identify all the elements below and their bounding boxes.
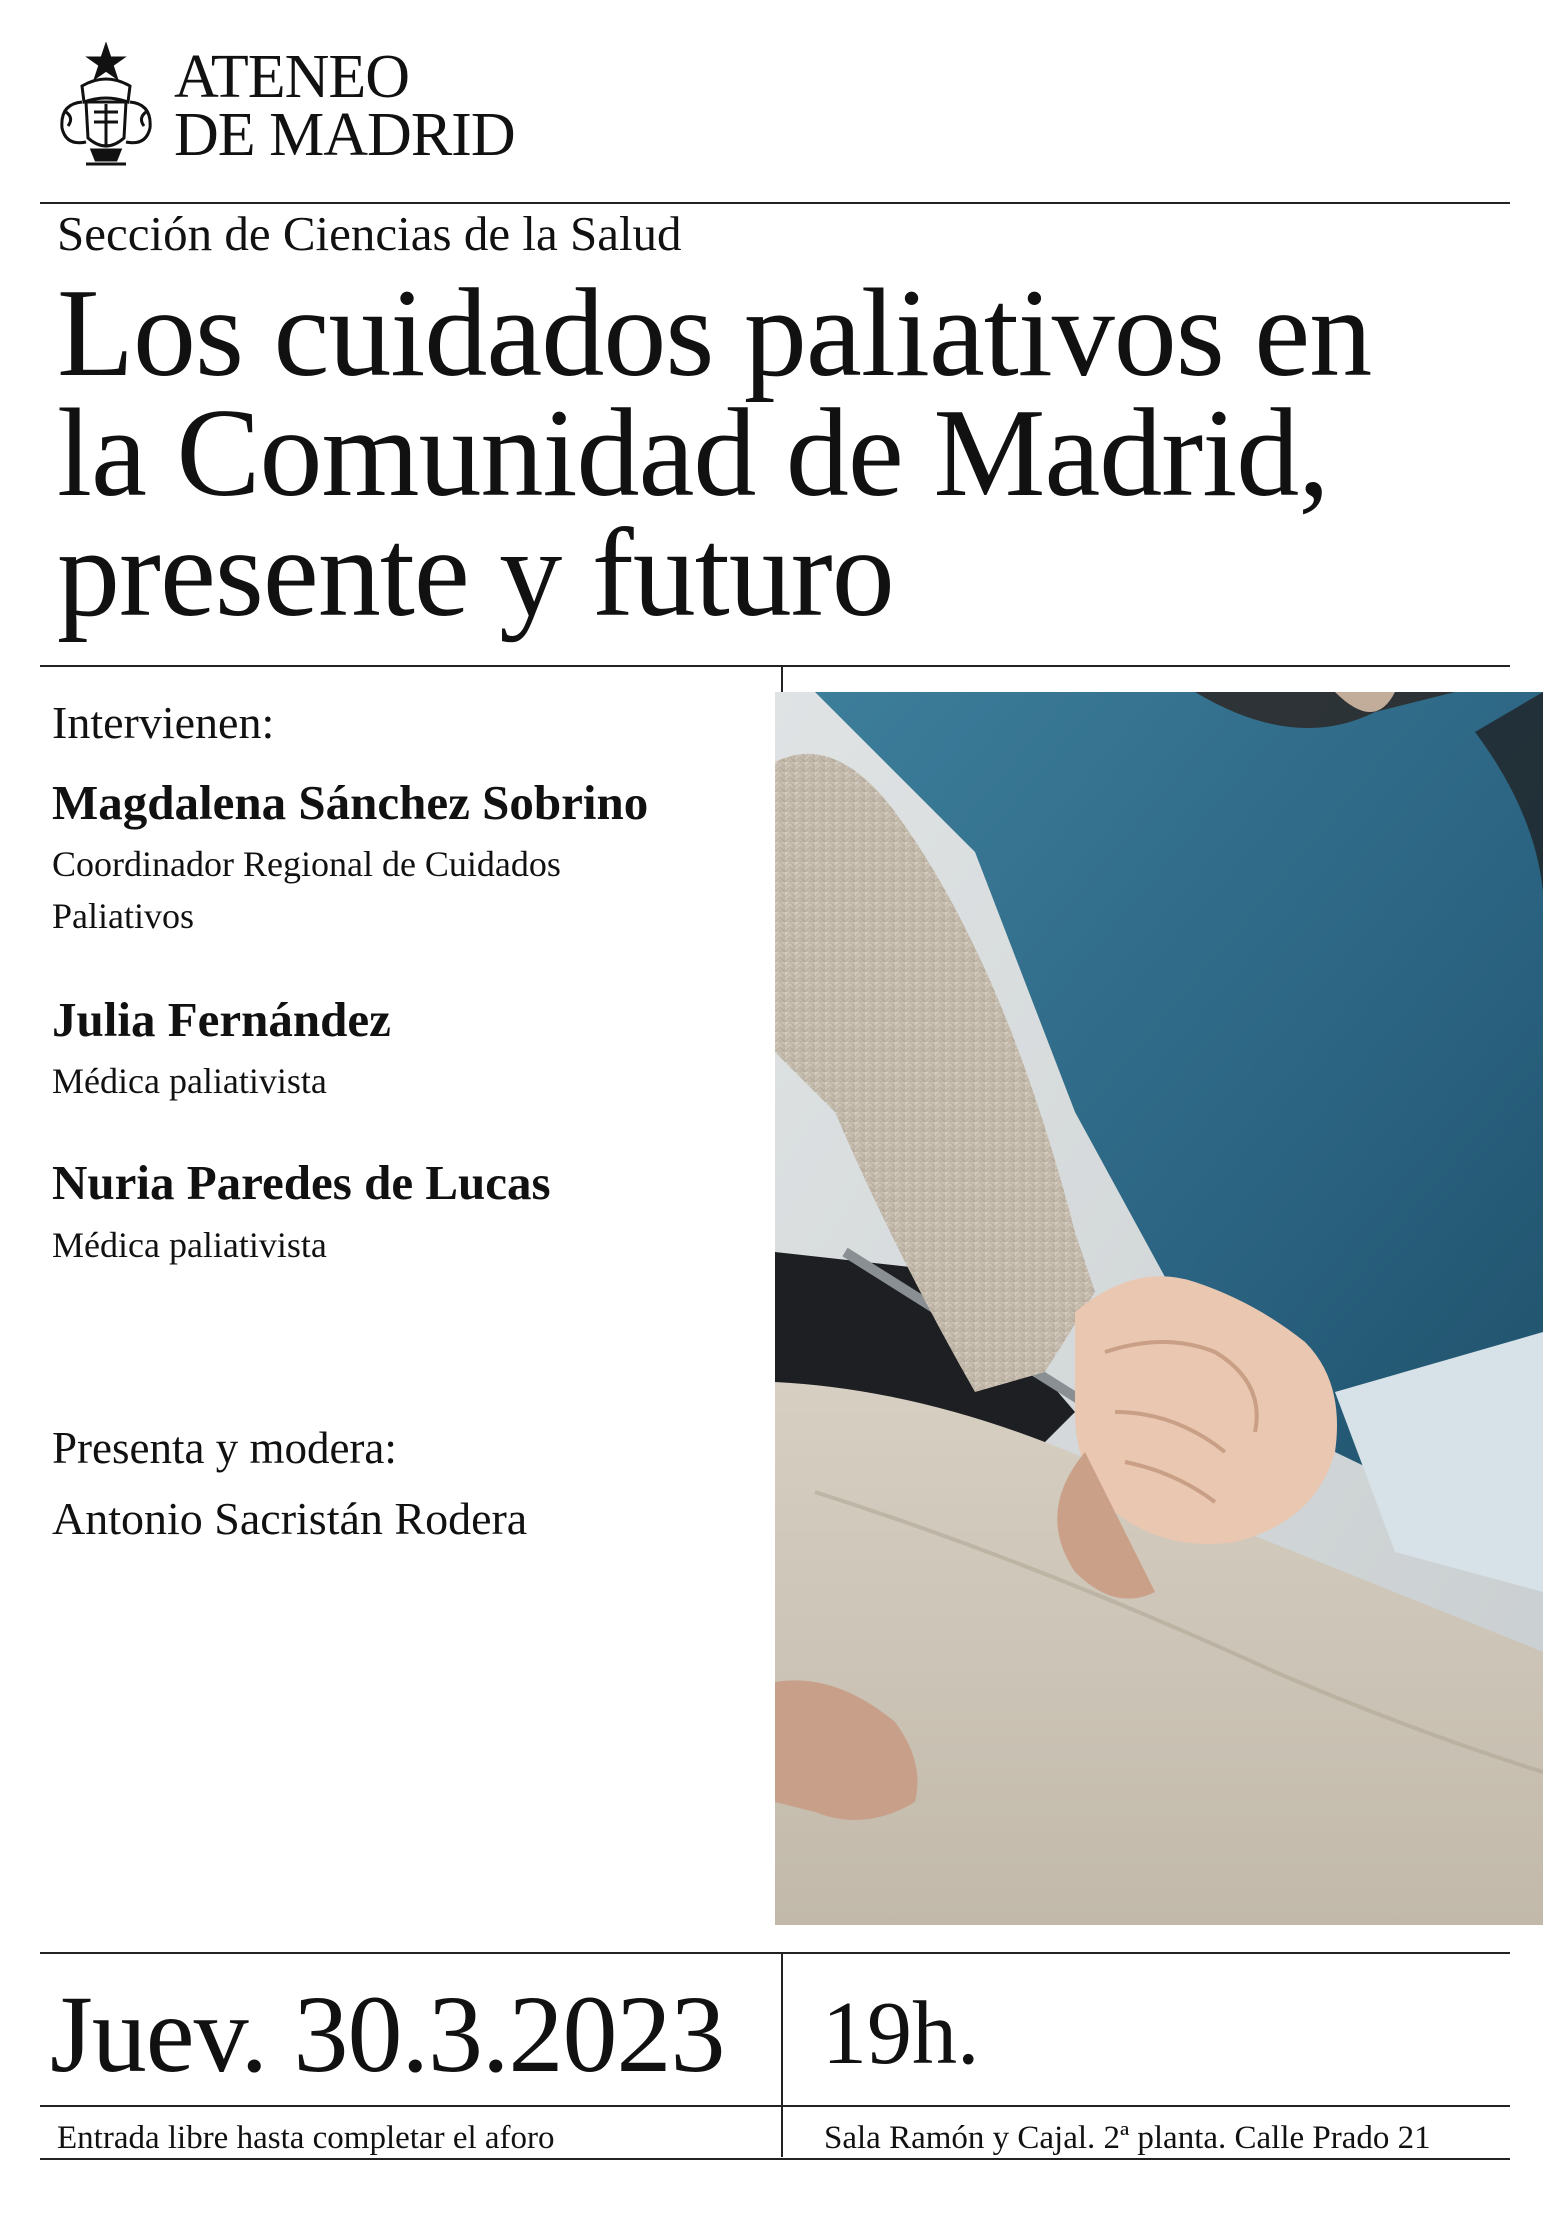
event-photo [775,692,1543,1925]
divider-top [40,202,1510,204]
moderator-heading: Presenta y modera: [52,1423,397,1473]
speaker-2-role: Médica paliativista [52,1061,327,1101]
org-name-line2: DE MADRID [174,101,515,169]
speaker-1-name: Magdalena Sánchez Sobrino [52,775,649,830]
title-line-2: la Comunidad de Madrid, [57,384,1329,523]
speaker-1-role [52,838,732,942]
org-name-line1: ATENEO [174,43,410,111]
ateneo-logo-icon [52,42,160,172]
speaker-2-name: Julia Fernández [52,992,391,1047]
entry-note: Entrada libre hasta completar el aforo [57,2120,555,2156]
divider-bottom-lower [40,2105,1510,2107]
divider-vertical-lower [781,1952,783,2157]
divider-footer [40,2158,1510,2160]
speaker-1-role-line1: Coordinador Regional de Cuidados [52,844,561,884]
section-name: Sección de Ciencias de la Salud [57,206,682,261]
divider-under-title [40,665,1510,667]
speakers-heading: Intervienen: [52,697,275,748]
divider-bottom-upper [40,1952,1510,1954]
event-time: 19h. [822,1984,980,2083]
speaker-3-role: Médica paliativista [52,1225,327,1265]
speaker-1-role-line2: Paliativos [52,896,194,936]
title-line-1: Los cuidados paliativos en [57,264,1372,403]
title-line-3: presente y futuro [57,504,894,643]
event-title [57,264,1537,643]
organization-name [174,43,515,169]
venue-address: Sala Ramón y Cajal. 2ª planta. Calle Prado 21 [824,2120,1431,2156]
event-date: Juev. 30.3.2023 [50,1973,725,2095]
speaker-3-name: Nuria Paredes de Lucas [52,1155,551,1210]
divider-vertical-upper [781,665,783,692]
moderator-name: Antonio Sacristán Rodera [52,1493,528,1544]
